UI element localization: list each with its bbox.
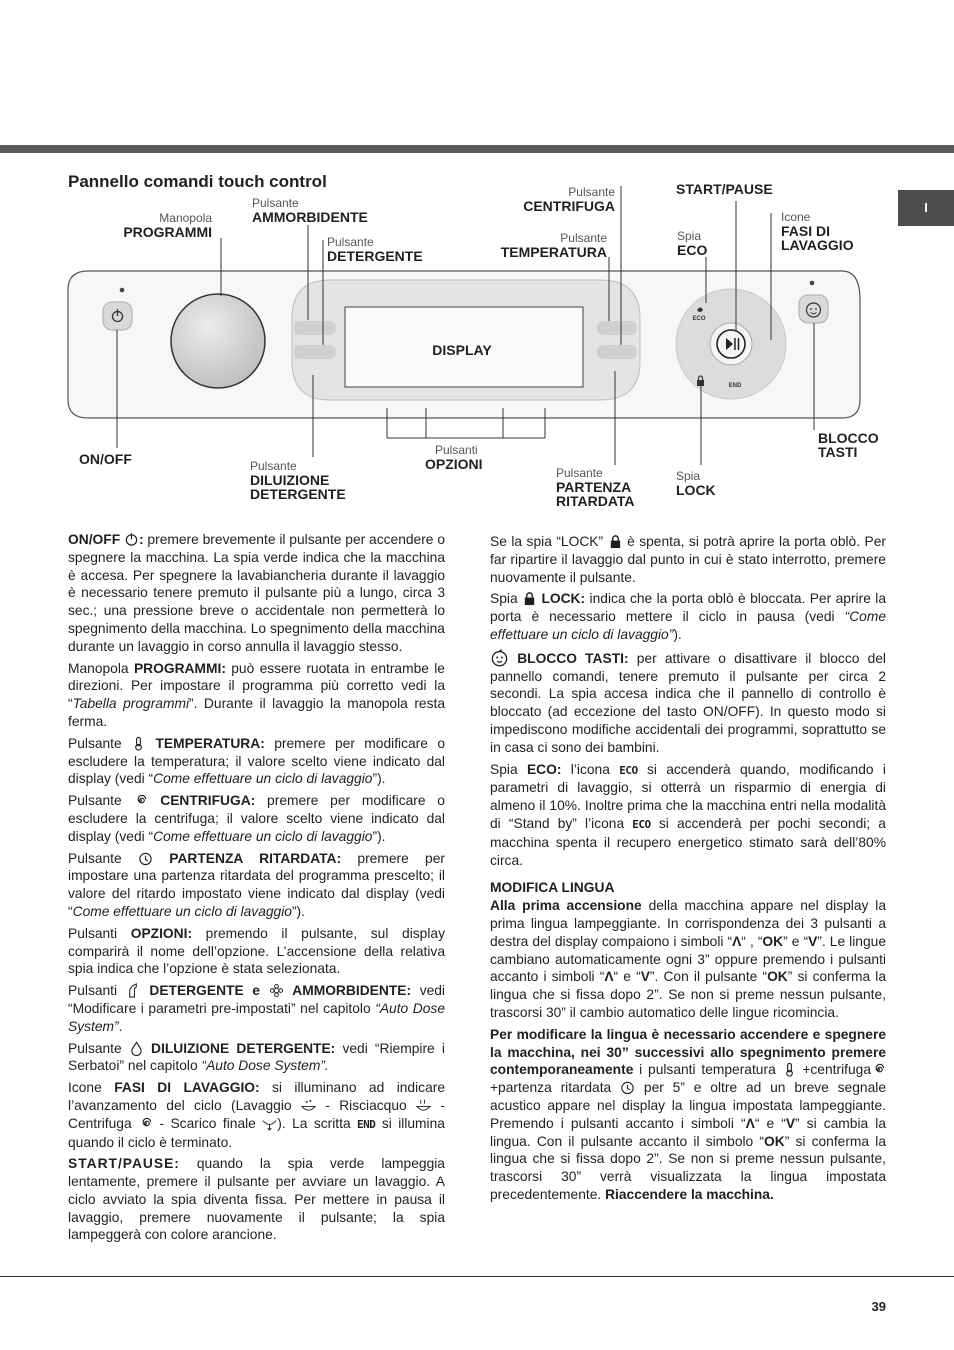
label-programmi: Manopola PROGRAMMI <box>123 211 212 240</box>
para-detergente: Pulsanti DETERGENTE e AMMORBIDENTE: vedi “Modificare i parametri pre-impostati” nel capitolo “Auto Dose System”. <box>68 983 445 1034</box>
footer-rule <box>0 1276 954 1277</box>
detergent-icon <box>126 983 141 998</box>
para-partenza: Pulsante PARTENZA RITARDATA: premere per impostare una partenza ritardata del programma prescelto; il valore del ritardo impostato viene indicato dal display (vedi “Come effettuare un ciclo di lavaggio”). <box>68 850 445 919</box>
para-eco: Spia ECO: l’icona ECO si accenderà quando, modificando i parametri di lavaggio, si otterrà un risparmio di energia di almeno il 10%. Inoltre prima che la macchina entri nella modalità di “Stand by” l’icona ECO si accenderà per pochi secondi; a macchina spenta il recupero energetico stimato sarà dell’80% circa. <box>490 761 886 868</box>
panel-eco-mark: ECO <box>692 316 706 322</box>
spin-phase-icon <box>138 1116 153 1131</box>
spin-icon <box>133 793 148 808</box>
wash-icon <box>301 1098 316 1113</box>
label-lock: Spia LOCK <box>676 469 716 498</box>
label-ammorbidente: Pulsante AMMORBIDENTE <box>252 196 368 225</box>
end-word: END <box>357 1117 376 1131</box>
para-diluizione: Pulsante DILUIZIONE DETERGENTE: vedi “Riempire i Serbatoi” nel capitolo “Auto Dose System”. <box>68 1040 445 1074</box>
softener-icon <box>269 983 284 998</box>
blocco-led <box>810 281 815 286</box>
page-number: 39 <box>871 1299 886 1314</box>
label-on-off: ON/OFF <box>79 451 132 467</box>
para-opzioni: Pulsanti OPZIONI: premendo il pulsante, sul display comparirà il nome dell’opzione. L’accensione della relativa spia indica che l’opzione è stata selezionata. <box>68 925 445 977</box>
power-icon <box>124 532 139 547</box>
blocco-button-shape <box>799 295 828 323</box>
para-fasi: Icone FASI DI LAVAGGIO: si illuminano ad indicare l’avanzamento del ciclo (Lavaggio - Risciacquo - Centrifuga - Scarico finale ). La scritta END si illumina quando il ciclo è terminato. <box>68 1080 446 1150</box>
display-label: DISPLAY <box>432 342 492 358</box>
label-centrifuga: Pulsante CENTRIFUGA <box>523 185 615 214</box>
rinse-icon <box>416 1098 431 1113</box>
delay-timer-icon <box>138 851 153 866</box>
control-panel-diagram <box>0 0 954 520</box>
label-partenza: Pulsante PARTENZA RITARDATA <box>556 466 635 509</box>
para-temperatura: Pulsante TEMPERATURA: premere per modificare o escludere la temperatura; il valore scelto viene indicato dal display (vedi “Come effettuare un ciclo di lavaggio”). <box>68 735 445 787</box>
label-opzioni: Pulsanti OPZIONI <box>425 443 483 472</box>
label-start-pause: START/PAUSE <box>676 181 773 197</box>
para-blocco: BLOCCO TASTI: per attivare o disattivare il blocco del pannello comandi, tenere premuto il pulsante per circa 2 secondi. La spia accesa indica che il pannello di controllo è bloccato (ad eccezione del tasto ON/OFF). In questo modo si impediscono modifiche accidentali dei programmi, soprattutto se in casa ci sono dei bambini. <box>490 648 886 757</box>
left-column <box>68 531 445 1248</box>
diluizione-button-shape <box>294 345 336 359</box>
right-column <box>490 533 886 1208</box>
drop-icon <box>129 1041 144 1056</box>
para-onoff: ON/OFF : premere brevemente il pulsante per accendere o spegnere la macchina. La spia verde indica che la macchina è accesa. Per spegnere la lavabiancheria durante il lavaggio è necessario tenere premuto il pulsante più a lungo, circa 3 sec.; una pressione breve o accidentale non permetterà lo spegnimento della macchina. Lo spegnimento della macchina durante un lavaggio in corso annulla il lavaggio stesso. <box>68 532 445 654</box>
ammorbidente-button-shape <box>294 321 336 335</box>
label-eco: Spia ECO <box>677 229 708 258</box>
para-programmi: Manopola PROGRAMMI: può essere ruotata in entrambe le direzioni. Per impostare il programma più corretto vedi la “Tabella programmi”. Durante il lavaggio la manopola resta ferma. <box>68 660 445 729</box>
lock-icon-2 <box>522 591 537 606</box>
temperatura-button-shape <box>597 321 637 335</box>
label-temperatura: Pulsante TEMPERATURA <box>500 231 607 260</box>
delay-timer-icon-2 <box>620 1080 635 1095</box>
power-led <box>120 288 125 293</box>
label-fasi-lavaggio: Icone FASI DI LAVAGGIO <box>781 210 854 253</box>
child-lock-icon <box>490 648 509 667</box>
partenza-button-shape <box>597 345 637 359</box>
language-tab: I <box>898 190 954 226</box>
eco-word: ECO <box>619 763 638 777</box>
para-lock: Spia LOCK: indica che la porta oblò è bloccata. Per aprire la porta è necessario mettere il ciclo in pausa (vedi “Come effettuare un ciclo di lavaggio”). <box>490 591 886 642</box>
drain-icon <box>262 1116 277 1131</box>
heading-modifica-lingua: MODIFICA LINGUA <box>490 880 615 896</box>
thermometer-icon-2 <box>782 1062 797 1077</box>
para-lingua-2: Per modificare la lingua è necessario accendere e spegnere la macchina, nei 30” successivi allo spegnimento premere contemporaneamente i pulsanti temperatura +centrifuga+partenza ritardata per 5” e oltre ad un breve segnale acustico appare nel display la lingua impostata lampeggiante. Premendo i pulsanti accanto i simboli “Λ“ e “V” si cambia la lingua. Con il pulsante accanto il simbolo “OK” si conferma la lingua che si fissa dopo 2”. Se non si preme nessun pulsante, trascorsi 30” verrà visualizzata la lingua impostata precedentemente. Riaccendere la macchina. <box>490 1026 887 1202</box>
para-start-pause: START/PAUSE: quando la spia verde lampeggia lentamente, premere il pulsante per avviare un lavaggio. A ciclo avviato la spia diventa fissa. Per mettere in pausa il lavaggio, premere nuovamente il pulsante; la spia lampeggerà con colore arancione. <box>68 1156 445 1243</box>
para-lingua-1: Alla prima accensione della macchina appare nel display la prima lingua lampeggiante. In corrispondenza dei 3 pulsanti a destra del display compaiono i simboli “Λ“ , “OK” e “V”. Le lingue cambiano automaticamente ogni 3” oppure premendo i pulsanti accanto i simboli “Λ“ e “V”. Con il pulsante “OK” si conferma la lingua che si fissa dopo 2”. Se non si preme nessun pulsante, trascorsi 30” il cambio automatico delle lingue ricomincia. <box>490 898 887 1020</box>
section-title: Pannello comandi touch control <box>68 172 327 191</box>
label-detergente: Pulsante DETERGENTE <box>327 235 423 264</box>
programmi-knob <box>171 294 265 388</box>
label-diluizione: Pulsante DILUIZIONE DETERGENTE <box>250 459 346 502</box>
spin-icon-2 <box>871 1062 886 1077</box>
para-centrifuga: Pulsante CENTRIFUGA: premere per modificare o escludere la centrifuga; il valore scelto viene indicato dal display (vedi “Come effettuare un ciclo di lavaggio”). <box>68 793 445 844</box>
thermometer-icon <box>131 736 146 751</box>
lock-icon <box>608 534 623 549</box>
label-blocco-tasti: BLOCCO TASTI <box>818 430 879 460</box>
panel-end-mark: END <box>728 383 742 389</box>
para-lock-off: Se la spia “LOCK” è spenta, si potrà aprire la porta oblò. Per far ripartire il lavaggio dal punto in cui è stato interrotto, premere nuovamente il pulsante. <box>490 534 887 585</box>
eco-word-2: ECO <box>632 817 651 831</box>
